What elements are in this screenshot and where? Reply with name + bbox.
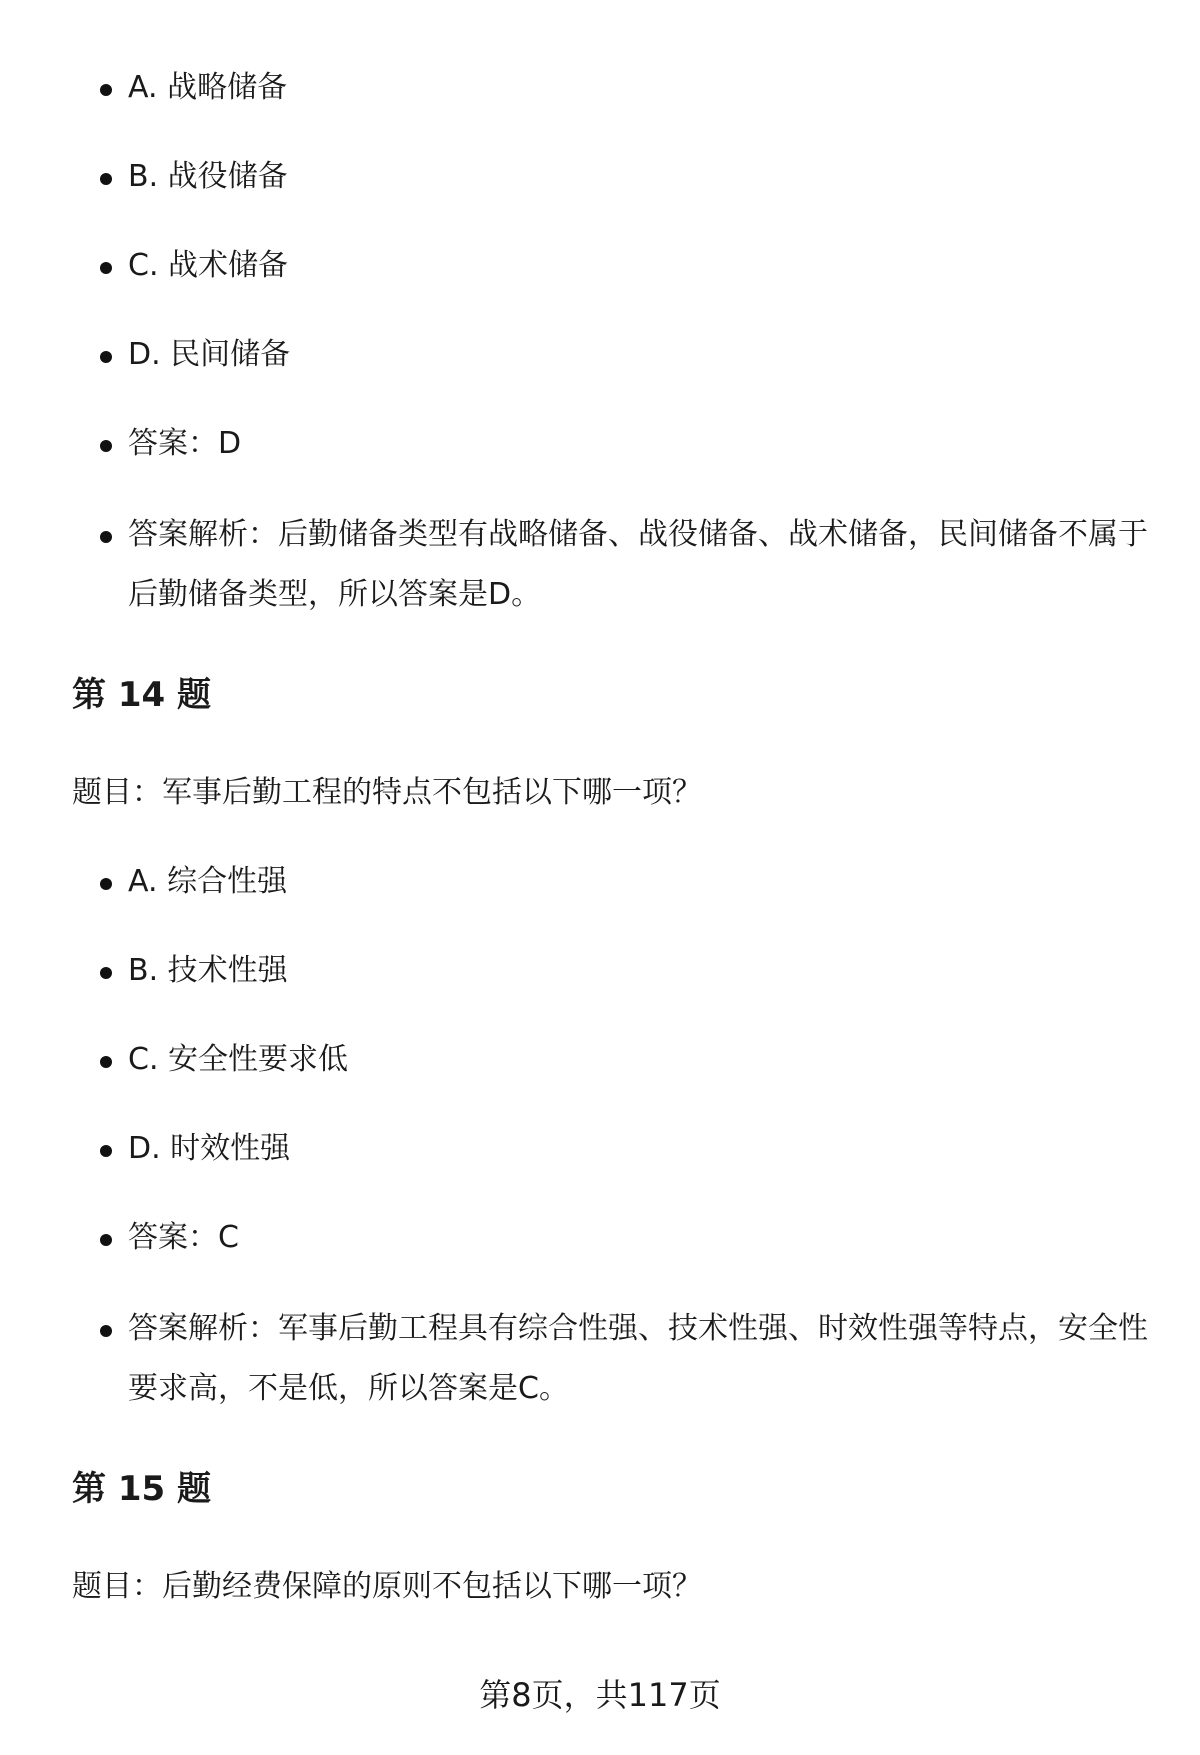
option-b: B. 战役储备 [128,147,1148,207]
answer-explanation: 答案解析：后勤储备类型有战略储备、战役储备、战术储备，民间储备不属于后勤储备类型，所以答案是D。 [128,505,1148,625]
question-text: 题目：后勤经费保障的原则不包括以下哪一项？ [72,1569,702,1604]
option-c: C. 安全性要求低 [128,1030,1148,1090]
option-c: C. 战术储备 [128,236,1148,296]
answer: 答案：C [128,1208,1148,1268]
question-heading: 第 15 题 [72,1469,211,1509]
option-d: D. 时效性强 [128,1119,1148,1179]
page-number-footer: 第8页，共117页 [479,1676,721,1714]
question-text: 题目：军事后勤工程的特点不包括以下哪一项？ [72,775,702,810]
option-a: A. 战略储备 [128,58,1148,118]
answer: 答案：D [128,414,1148,474]
answer-explanation: 答案解析：军事后勤工程具有综合性强、技术性强、时效性强等特点，安全性要求高，不是低，所以答案是C。 [128,1299,1148,1419]
option-d: D. 民间储备 [128,325,1148,385]
question-heading: 第 14 题 [72,675,211,715]
option-b: B. 技术性强 [128,941,1148,1001]
option-a: A. 综合性强 [128,852,1148,912]
